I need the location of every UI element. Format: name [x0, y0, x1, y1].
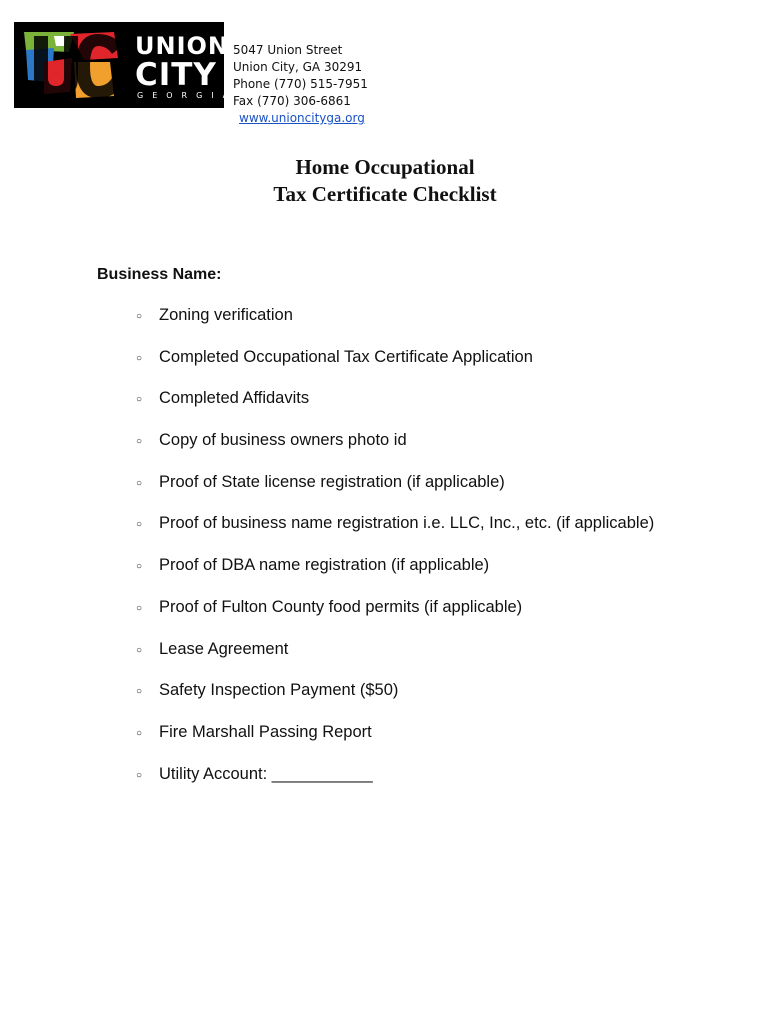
- title-line-2: Tax Certificate Checklist: [273, 182, 497, 206]
- checklist-item-label: Completed Occupational Tax Certificate Application: [159, 347, 533, 366]
- checklist: [136, 304, 746, 804]
- logo-word-union: UNION: [135, 32, 229, 60]
- logo-word-city: CITY: [135, 57, 217, 93]
- checklist-item[interactable]: [136, 596, 746, 638]
- checkbox-circle-icon[interactable]: ○: [136, 394, 143, 406]
- address-street: 5047 Union Street: [233, 43, 343, 57]
- page-title: [0, 154, 770, 208]
- checklist-item[interactable]: [136, 471, 746, 513]
- checkbox-circle-icon[interactable]: ○: [136, 519, 143, 531]
- address-fax: Fax (770) 306-6861: [233, 94, 351, 108]
- checklist-item[interactable]: [136, 304, 746, 346]
- checkbox-circle-icon[interactable]: ○: [136, 561, 143, 573]
- checklist-item[interactable]: [136, 721, 746, 763]
- address-phone: Phone (770) 515-7951: [233, 77, 368, 91]
- checklist-item-label: Proof of State license registration (if applicable): [159, 472, 505, 491]
- checklist-item-label: Proof of DBA name registration (if applicable): [159, 556, 490, 575]
- checklist-item[interactable]: [136, 554, 746, 596]
- address-block: [233, 42, 368, 127]
- title-line-1: Home Occupational: [295, 155, 475, 179]
- checklist-item[interactable]: [136, 387, 746, 429]
- business-name-label: Business Name:: [97, 266, 222, 283]
- union-city-logo: [14, 22, 238, 108]
- checklist-item[interactable]: [136, 429, 746, 471]
- checkbox-circle-icon[interactable]: ○: [136, 769, 143, 781]
- checklist-item[interactable]: [136, 346, 746, 388]
- checklist-item-label: Safety Inspection Payment ($50): [159, 681, 399, 700]
- checklist-item-label: Lease Agreement: [159, 639, 289, 658]
- checkbox-circle-icon[interactable]: ○: [136, 477, 143, 489]
- checkbox-circle-icon[interactable]: ○: [136, 352, 143, 364]
- checkbox-circle-icon[interactable]: ○: [136, 727, 143, 739]
- checklist-item-label: Proof of business name registration i.e. LLC, Inc., etc. (if applicable): [159, 514, 655, 533]
- address-city-state: Union City, GA 30291: [233, 60, 363, 74]
- checkbox-circle-icon[interactable]: ○: [136, 686, 143, 698]
- checkbox-circle-icon[interactable]: ○: [136, 644, 143, 656]
- checklist-item-label: Proof of Fulton County food permits (if applicable): [159, 597, 523, 616]
- checklist-item[interactable]: [136, 512, 746, 554]
- checkbox-circle-icon[interactable]: ○: [136, 436, 143, 448]
- checklist-item-label: Zoning verification: [159, 306, 293, 324]
- checklist-item[interactable]: [136, 638, 746, 680]
- checklist-item-label: Utility Account: ___________: [159, 764, 373, 783]
- website-link[interactable]: www.unioncityga.org: [239, 111, 365, 125]
- checklist-item[interactable]: [136, 763, 746, 805]
- checklist-item[interactable]: [136, 679, 746, 721]
- logo-word-georgia: GEORGIA: [137, 91, 238, 100]
- checkbox-circle-icon[interactable]: ○: [136, 311, 143, 322]
- checkbox-circle-icon[interactable]: ○: [136, 602, 143, 614]
- checklist-item-label: Fire Marshall Passing Report: [159, 722, 372, 741]
- checklist-item-label: Copy of business owners photo id: [159, 431, 407, 450]
- checklist-item-label: Completed Affidavits: [159, 389, 310, 408]
